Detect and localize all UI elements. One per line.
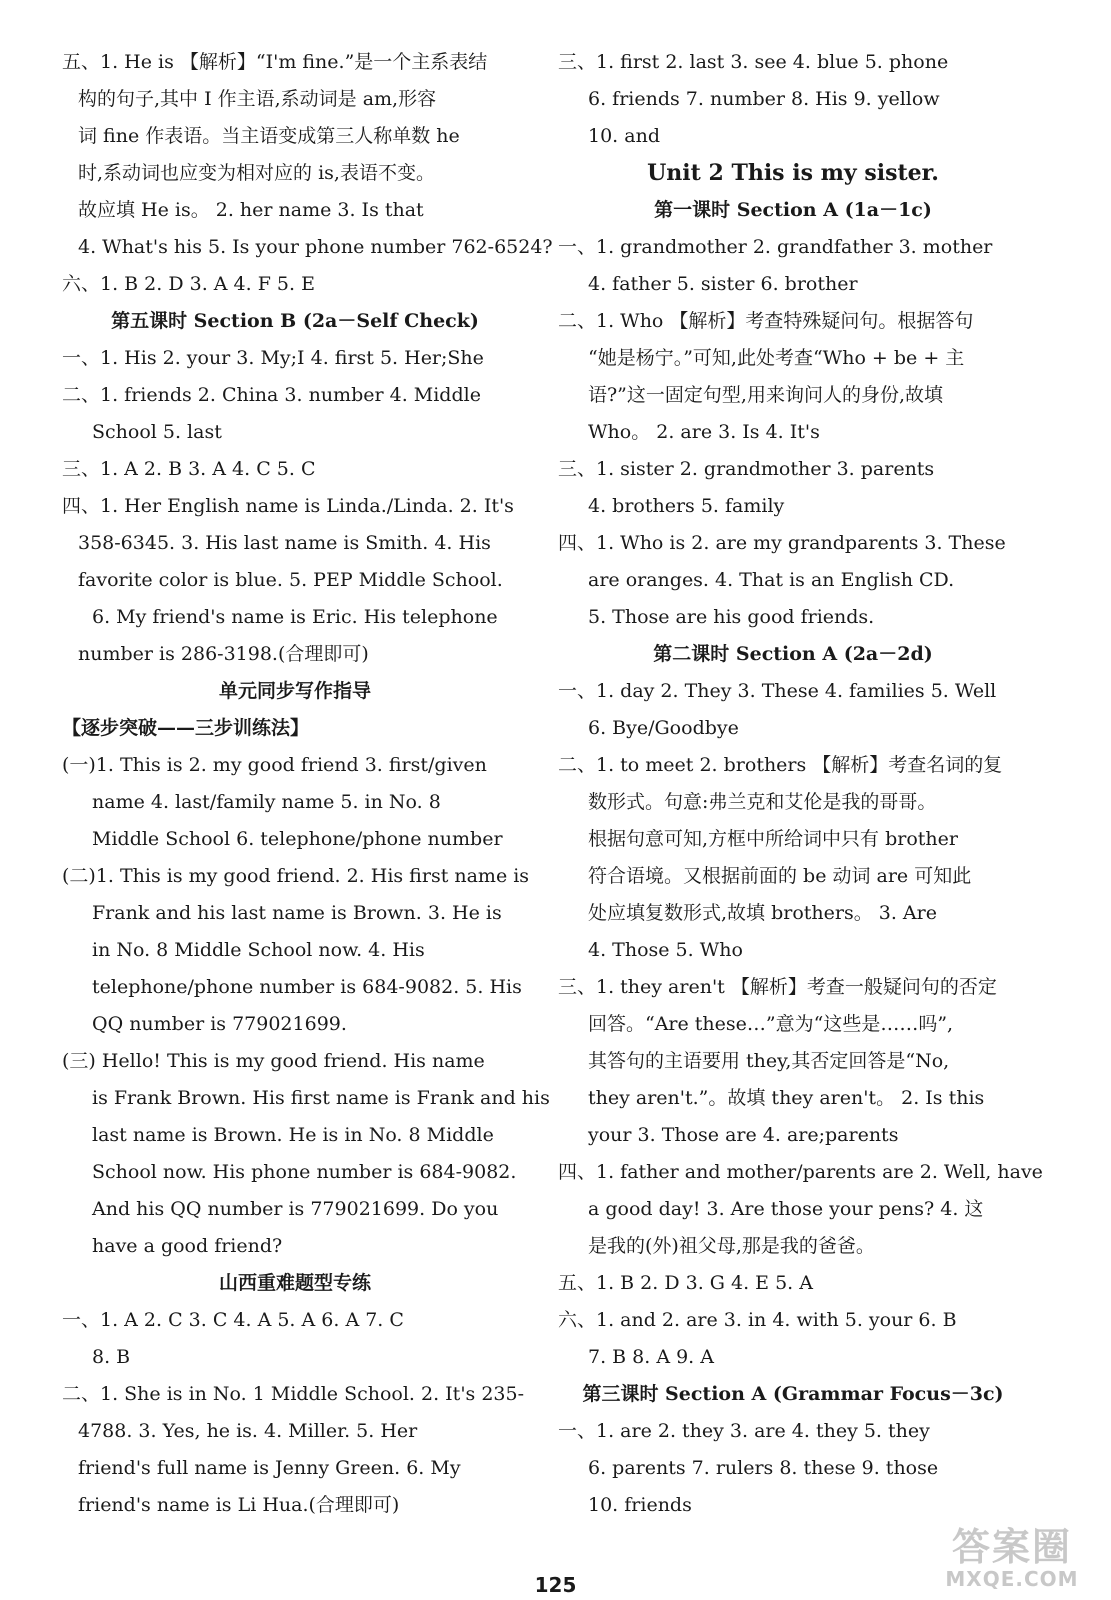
text-line: 6. parents 7. rulers 8. these 9. those xyxy=(588,1457,939,1479)
text-line: 三、1. A 2. B 3. A 4. C 5. C xyxy=(62,458,316,480)
text-line: a good day! 3. Are those your pens? 4. 这 xyxy=(588,1198,984,1220)
text-line: 单元同步写作指导 xyxy=(218,680,371,702)
text-line: 五、1. He is 【解析】“I'm fine.”是一个主系表结 xyxy=(62,51,488,73)
text-line: 二、1. friends 2. China 3. number 4. Middle xyxy=(62,384,481,406)
text-line: 六、1. B 2. D 3. A 4. F 5. E xyxy=(62,273,315,295)
text-line: are oranges. 4. That is an English CD. xyxy=(588,569,955,591)
text-line: number is 286-3198.(合理即可) xyxy=(78,643,369,665)
text-line: 四、1. father and mother/parents are 2. Well, have xyxy=(558,1161,1043,1183)
text-line: 第一课时 Section A (1a－1c) xyxy=(654,199,932,221)
text-line: “她是杨宁。”可知,此处考查“Who + be + 主 xyxy=(588,347,965,369)
right-column xyxy=(558,44,1043,1524)
text-line: 一、1. are 2. they 3. are 4. they 5. they xyxy=(558,1420,930,1442)
text-line: 山西重难题型专练 xyxy=(218,1272,371,1294)
text-line: 时,系动词也应变为相对应的 is,表语不变。 xyxy=(78,162,435,184)
text-line: 【逐步突破——三步训练法】 xyxy=(62,717,310,739)
text-line: 8. B xyxy=(92,1346,131,1368)
text-line: 是我的(外)祖父母,那是我的爸爸。 xyxy=(588,1235,875,1257)
text-line: in No. 8 Middle School now. 4. His xyxy=(92,939,425,961)
text-line: 10. friends xyxy=(588,1494,692,1516)
text-line: favorite color is blue. 5. PEP Middle School. xyxy=(78,569,503,591)
text-line: 二、1. She is in No. 1 Middle School. 2. It's 235- xyxy=(62,1383,525,1405)
text-line: friend's full name is Jenny Green. 6. My xyxy=(78,1457,461,1479)
text-line: 二、1. to meet 2. brothers 【解析】考查名词的复 xyxy=(558,754,1003,776)
text-line: 数形式。句意:弗兰克和艾伦是我的哥哥。 xyxy=(588,791,937,813)
text-line: 回答。“Are these…”意为“这些是……吗”, xyxy=(588,1013,954,1035)
text-line: telephone/phone number is 684-9082. 5. His xyxy=(92,976,522,998)
text-line: 五、1. B 2. D 3. G 4. E 5. A xyxy=(558,1272,813,1294)
text-line: 六、1. and 2. are 3. in 4. with 5. your 6. B xyxy=(558,1309,957,1331)
text-line: 二、1. Who 【解析】考查特殊疑问句。根据答句 xyxy=(558,310,974,332)
text-line: Frank and his last name is Brown. 3. He is xyxy=(92,902,502,924)
page-number: 125 xyxy=(534,1573,577,1597)
text-line: 词 fine 作表语。当主语变成第三人称单数 he xyxy=(78,125,460,147)
text-line: Who。 2. are 3. Is 4. It's xyxy=(588,421,820,443)
text-line: friend's name is Li Hua.(合理即可) xyxy=(78,1494,400,1516)
text-line: 4. father 5. sister 6. brother xyxy=(588,273,858,295)
text-line: 一、1. His 2. your 3. My;I 4. first 5. Her;She xyxy=(62,347,484,369)
text-line: name 4. last/family name 5. in No. 8 xyxy=(92,791,441,813)
text-line: 4. Those 5. Who xyxy=(588,939,743,961)
text-line: School now. His phone number is 684-9082. xyxy=(92,1161,517,1183)
text-line: 第三课时 Section A (Grammar Focus－3c) xyxy=(582,1383,1004,1405)
text-line: 一、1. grandmother 2. grandfather 3. mother xyxy=(558,236,993,258)
text-line: 6. friends 7. number 8. His 9. yellow xyxy=(588,88,940,110)
text-line: (三) Hello! This is my good friend. His name xyxy=(62,1050,485,1072)
text-line: 构的句子,其中 I 作主语,系动词是 am,形容 xyxy=(78,88,437,110)
text-line: they aren't.”。故填 they aren't。 2. Is this xyxy=(588,1087,985,1109)
text-line: 其答句的主语要用 they,其否定回答是“No, xyxy=(588,1050,950,1072)
watermark-logo xyxy=(927,1526,1097,1594)
text-line: 一、1. day 2. They 3. These 4. families 5. Well xyxy=(558,680,997,702)
text-line: 处应填复数形式,故填 brothers。 3. Are xyxy=(588,902,937,924)
text-line: 语?”这一固定句型,用来询问人的身份,故填 xyxy=(588,384,943,406)
text-line: is Frank Brown. His first name is Frank and his xyxy=(92,1087,550,1109)
text-line: 358-6345. 3. His last name is Smith. 4. His xyxy=(78,532,491,554)
text-line: Middle School 6. telephone/phone number xyxy=(92,828,503,850)
text-line: 一、1. A 2. C 3. C 4. A 5. A 6. A 7. C xyxy=(62,1309,404,1331)
text-line: 符合语境。又根据前面的 be 动词 are 可知此 xyxy=(588,865,972,887)
text-line: your 3. Those are 4. are;parents xyxy=(588,1124,899,1146)
text-line: 四、1. Who is 2. are my grandparents 3. These xyxy=(558,532,1006,554)
text-line: 三、1. they aren't 【解析】考查一般疑问句的否定 xyxy=(558,976,997,998)
text-line: QQ number is 779021699. xyxy=(92,1013,347,1035)
text-line: 四、1. Her English name is Linda./Linda. 2. It's xyxy=(62,495,514,517)
text-line: School 5. last xyxy=(92,421,222,443)
watermark-url: MXQE.COM xyxy=(945,1567,1079,1591)
text-line: (二)1. This is my good friend. 2. His first name is xyxy=(62,865,530,887)
text-line: 6. Bye/Goodbye xyxy=(588,717,739,739)
text-line: 4. brothers 5. family xyxy=(588,495,785,517)
text-line: 5. Those are his good friends. xyxy=(588,606,875,628)
text-line: 4788. 3. Yes, he is. 4. Miller. 5. Her xyxy=(78,1420,418,1442)
text-line: 故应填 He is。 2. her name 3. Is that xyxy=(78,199,424,221)
text-line: last name is Brown. He is in No. 8 Middle xyxy=(92,1124,494,1146)
text-line: 4. What's his 5. Is your phone number 762-6524? xyxy=(78,236,553,258)
watermark-text: 答案圈 xyxy=(951,1525,1072,1569)
left-column xyxy=(62,44,553,1524)
text-line: 10. and xyxy=(588,125,660,147)
text-line: 第五课时 Section B (2a－Self Check) xyxy=(111,310,479,332)
text-line: 根据句意可知,方框中所给词中只有 brother xyxy=(588,828,958,850)
text-line: 6. My friend's name is Eric. His telephone xyxy=(92,606,498,628)
text-line: 7. B 8. A 9. A xyxy=(588,1346,714,1368)
text-line: (一)1. This is 2. my good friend 3. first/given xyxy=(62,754,487,776)
text-line: And his QQ number is 779021699. Do you xyxy=(92,1198,499,1220)
text-line: 第二课时 Section A (2a－2d) xyxy=(653,643,933,665)
text-line: 三、1. first 2. last 3. see 4. blue 5. phone xyxy=(558,51,949,73)
text-line: have a good friend? xyxy=(92,1235,283,1257)
text-line: 三、1. sister 2. grandmother 3. parents xyxy=(558,458,935,480)
text-line: Unit 2 This is my sister. xyxy=(647,160,939,186)
